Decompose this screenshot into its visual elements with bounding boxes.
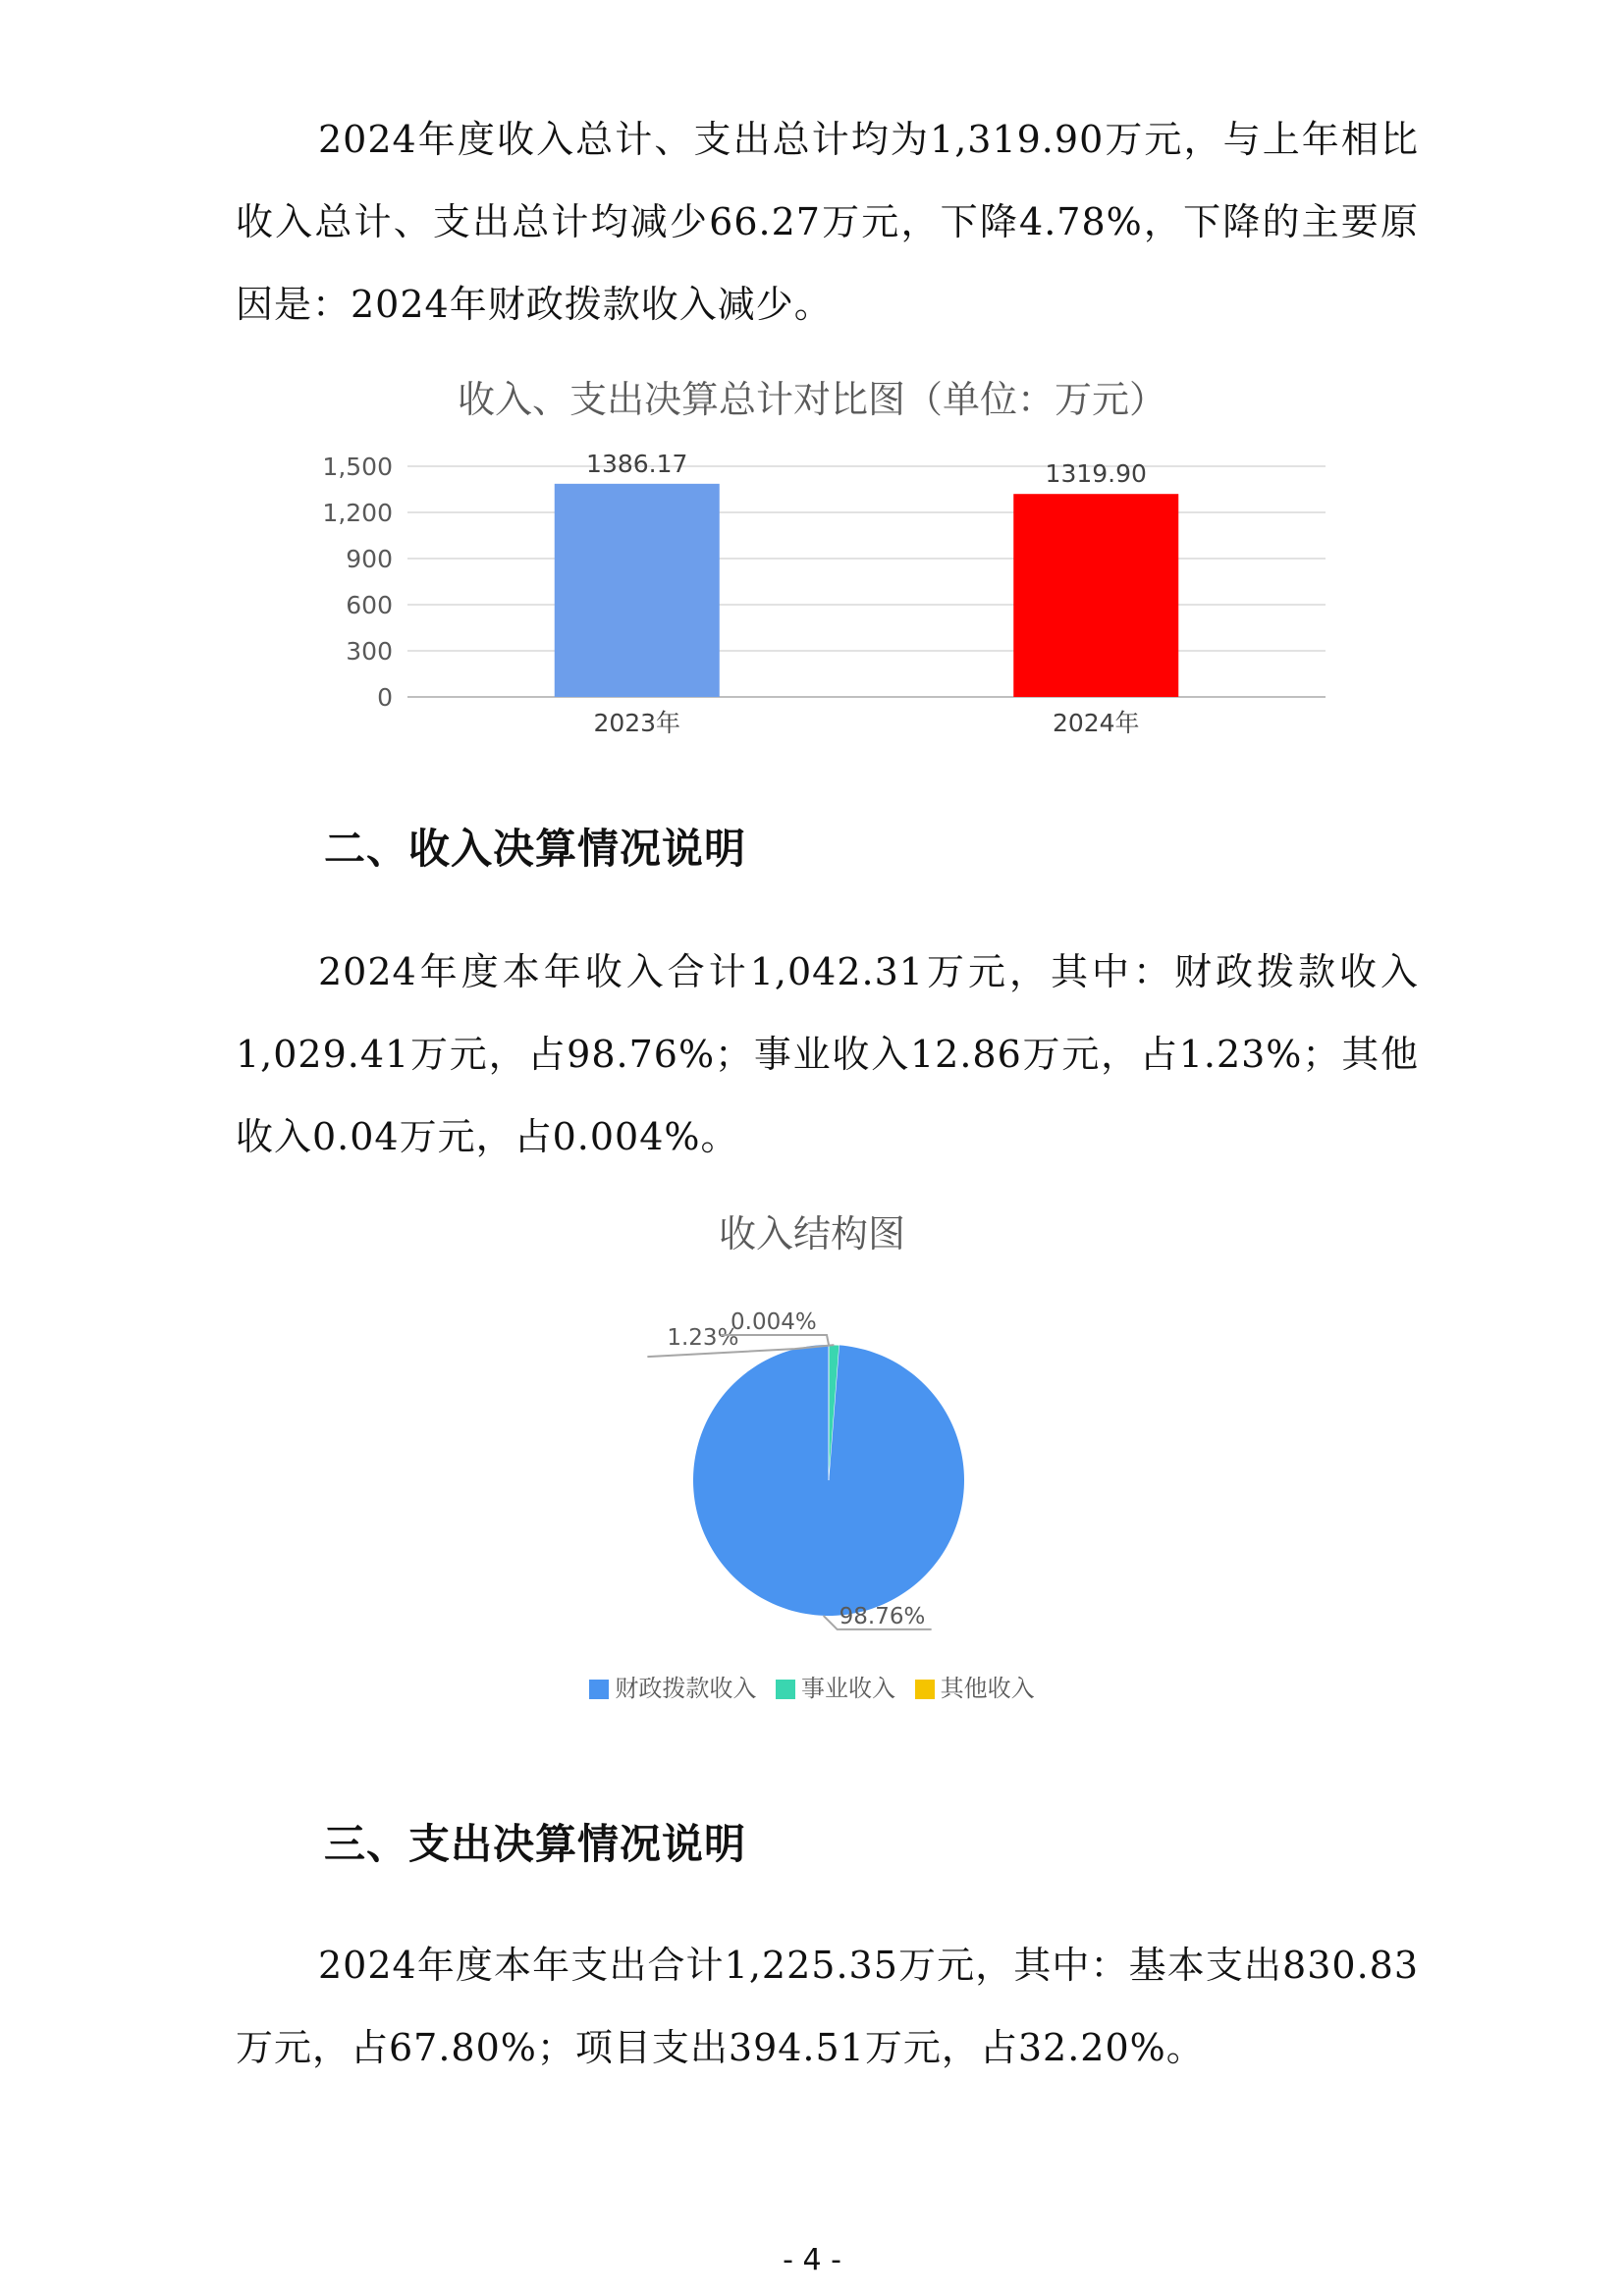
legend-swatch-fiscal: [589, 1680, 609, 1699]
legend-label-business: 事业收入: [801, 1675, 895, 1702]
y-tick-label: 300: [346, 637, 393, 666]
bar-2: [1013, 494, 1178, 697]
pie-chart-title: 收入结构图: [718, 1212, 905, 1255]
bar-data-label: 1319.90: [1045, 459, 1147, 489]
section-2-paragraph: 2024年度本年收入合计1,042.31万元，其中：财政拨款收入1,029.41万元，占98.76%；事业收入12.86万元，占1.23%；其他收入0.04万元，占0.004%。: [236, 950, 1419, 1158]
page-number: - 4 -: [783, 2243, 841, 2277]
y-tick-label: 1,500: [322, 453, 393, 481]
legend-label-other: 其他收入: [940, 1675, 1035, 1702]
legend-item-fiscal: [589, 1669, 756, 1703]
bar-data-label: 1386.17: [586, 449, 688, 478]
bar-chart-title: 收入、支出决算总计对比图（单位：万元）: [457, 378, 1166, 421]
pie-legend: [0, 1669, 1624, 1703]
section-3-heading: 三、支出决算情况说明: [324, 1820, 747, 1868]
x-tick-label: 2024年: [1052, 709, 1140, 737]
legend-label-fiscal: 财政拨款收入: [615, 1675, 757, 1702]
bar-chart: [0, 432, 1624, 756]
section-3-paragraph: 2024年度本年支出合计1,225.35万元，其中：基本支出830.83万元，占67.80%；项目支出394.51万元，占32.20%。: [236, 1944, 1419, 2069]
pie-data-label: 0.004%: [731, 1309, 817, 1335]
y-tick-label: 0: [377, 683, 393, 712]
bar-1: [555, 484, 720, 697]
pie-chart: [0, 1276, 1624, 1659]
pie-data-label: 1.23%: [667, 1325, 739, 1352]
pie-data-label: 98.76%: [839, 1603, 926, 1629]
legend-swatch-business: [776, 1680, 795, 1699]
x-tick-label: 2023年: [593, 709, 681, 737]
y-tick-label: 1,200: [322, 499, 393, 527]
legend-item-other: [915, 1669, 1035, 1703]
y-tick-label: 600: [346, 591, 393, 619]
section-2-heading: 二、收入决算情况说明: [324, 825, 747, 873]
paragraph-overview: 2024年度收入总计、支出总计均为1,319.90万元，与上年相比收入总计、支出总计均减少66.27万元，下降4.78%，下降的主要原因是：2024年财政拨款收入减少。: [236, 118, 1419, 326]
legend-item-business: [776, 1669, 895, 1703]
legend-swatch-other: [915, 1680, 935, 1699]
y-tick-label: 900: [346, 545, 393, 573]
